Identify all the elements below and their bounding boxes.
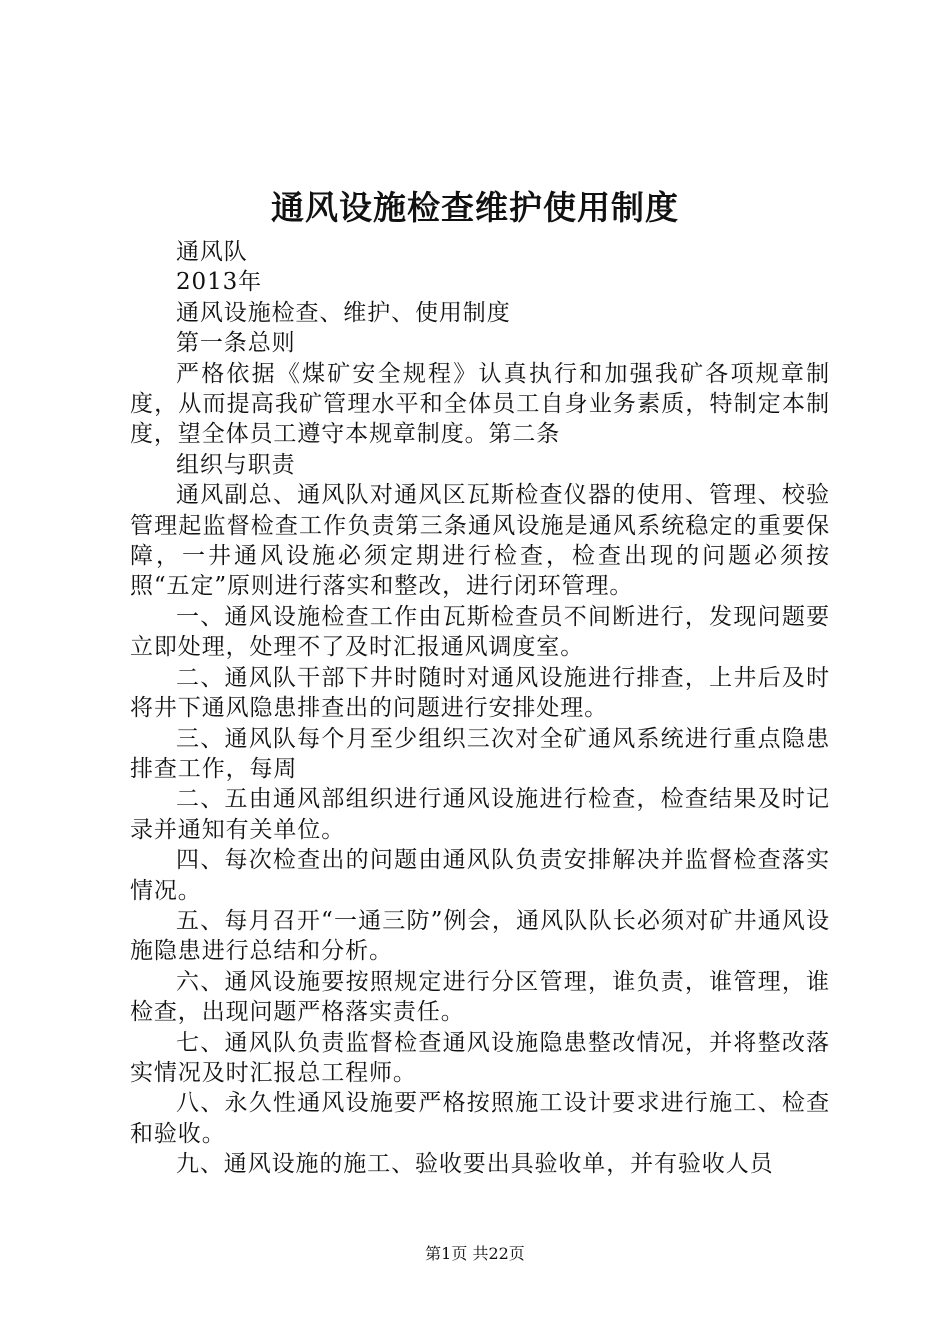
page-number-footer: 第1页 共22页 [425,1244,525,1263]
paragraph: 通风队 [176,239,248,265]
paragraph: 严格依据《煤矿安全规程》认真执行和加强我矿各项规章制度，从而提高我矿管理水平和全体员工自身业务素质，特制定本制度，望全体员工遵守本规章制度。第二条 [130,360,830,448]
paragraph: 六、通风设施要按照规定进行分区管理，谁负责，谁管理，谁检查，出现问题严格落实责任。 [130,968,830,1026]
document-title: 通风设施检查维护使用制度 [271,188,679,227]
paragraph: 第一条总则 [176,330,296,357]
paragraph: 一、通风设施检查工作由瓦斯检查员不间断进行，发现问题要立即处理，处理不了及时汇报通风调度室。 [130,603,830,661]
paragraph: 八、永久性通风设施要严格按照施工设计要求进行施工、检查和验收。 [130,1090,830,1147]
paragraph: 三、通风队每个月至少组织三次对全矿通风系统进行重点隐患排查工作，每周 [130,725,830,782]
paragraph: 通风设施检查、维护、使用制度 [176,299,511,326]
paragraph: 九、通风设施的施工、验收要出具验收单，并有验收人员 [176,1151,774,1178]
paragraph: 七、通风队负责监督检查通风设施隐患整改情况，并将整改落实情况及时汇报总工程师。 [130,1029,830,1086]
paragraph: 组织与职责 [176,451,296,478]
document-body [130,237,830,1180]
paragraph: 二、五由通风部组织进行通风设施进行检查，检查结果及时记录并通知有关单位。 [130,786,830,843]
paragraph: 五、每月召开“一通三防”例会，通风队队长必须对矿井通风设施隐患进行总结和分析。 [130,907,830,965]
paragraph: 二、通风队干部下井时随时对通风设施进行排查，上井后及时将井下通风隐患排查出的问题进行安排处理。 [130,664,830,722]
paragraph: 通风副总、通风队对通风区瓦斯检查仪器的使用、管理、校验管理起监督检查工作负责第三条通风设施是通风系统稳定的重要保障，一井通风设施必须定期进行检查，检查出现的问题必须按照“五定”原则进行落实和整改，进行闭环管理。 [130,482,830,600]
paragraph: 2013年 [176,269,263,296]
paragraph: 四、每次检查出的问题由通风队负责安排解决并监督检查落实情况。 [130,847,830,904]
